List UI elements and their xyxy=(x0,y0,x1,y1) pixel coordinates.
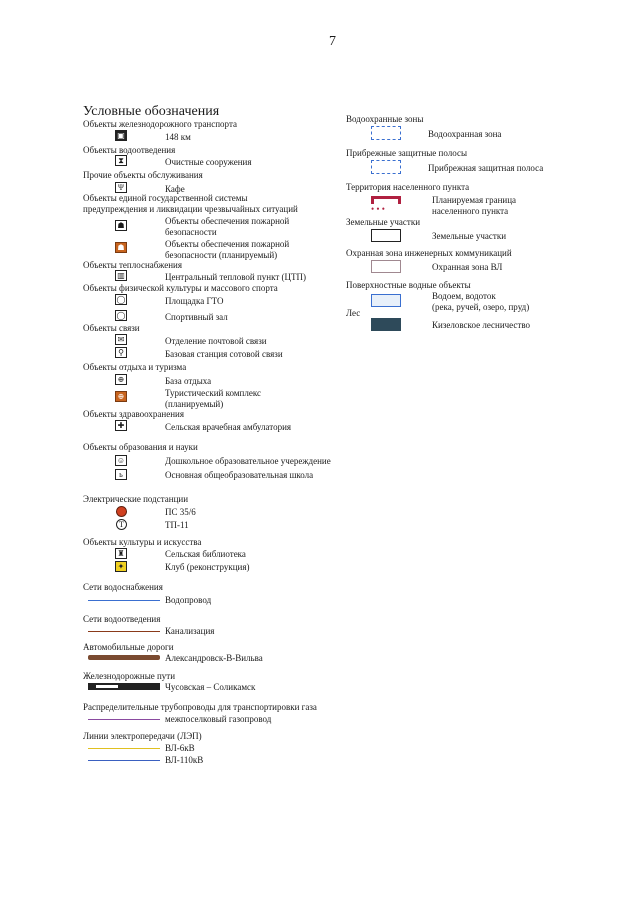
land-section: Земельные участки xyxy=(346,217,421,227)
substation-icon xyxy=(116,506,127,517)
settlement-item-1: Планируемая граница xyxy=(432,195,517,205)
treatment-plant-icon: ⧗ xyxy=(115,155,127,166)
eng-section: Охранная зона инженерных коммуникаций xyxy=(346,248,512,258)
road-section: Автомобильные дороги xyxy=(83,642,174,652)
service-item: Кафе xyxy=(165,184,185,194)
gas-section: Распределительные трубопроводы для транспортировки газа xyxy=(83,702,317,712)
sport-item-1: Площадка ГТО xyxy=(165,296,224,306)
fire-1a: Объекты обеспечения пожарной xyxy=(165,216,290,226)
road-line xyxy=(88,655,160,660)
gas-pipe-line xyxy=(88,719,160,720)
recreation-base-icon: ⊕ xyxy=(115,374,127,385)
fire-1b: безопасности xyxy=(165,227,217,237)
school-icon: ь xyxy=(115,469,127,480)
service-section: Прочие объекты обслуживания xyxy=(83,170,203,180)
sewer-section: Сети водоотведения xyxy=(83,614,161,624)
sewer-item: Канализация xyxy=(165,626,215,636)
coastal-swatch xyxy=(371,160,401,174)
water-pipe-line xyxy=(88,600,160,601)
water-out-item: Очистные сооружения xyxy=(165,157,252,167)
culture-section: Объекты культуры и искусства xyxy=(83,537,202,547)
surface-section: Поверхностные водные объекты xyxy=(346,280,471,290)
cafe-icon: Ψ xyxy=(115,182,127,193)
rail-section: Объекты железнодорожного транспорта xyxy=(83,119,237,129)
sport-item-2: Спортивный зал xyxy=(165,312,228,322)
power-section: Электрические подстанции xyxy=(83,494,189,504)
sport-section: Объекты физической культуры и массового спорта xyxy=(83,283,278,293)
railway-section: Железнодорожные пути xyxy=(83,671,176,681)
fire-safety-icon: ☗ xyxy=(115,220,127,231)
page-number: 7 xyxy=(329,34,336,49)
heat-point-icon: ▥ xyxy=(115,270,127,281)
kindergarten-icon: ☺ xyxy=(116,456,126,465)
water-zone-section: Водоохранные зоны xyxy=(346,114,424,124)
emergency-section-1: Объекты единой государственной системы xyxy=(83,193,248,203)
eng-item: Охранная зона ВЛ xyxy=(432,262,503,272)
edu-item-2: Основная общеобразовательная школа xyxy=(165,470,314,480)
coastal-section: Прибрежные защитные полосы xyxy=(346,148,468,158)
rest-item-2b: (планируемый) xyxy=(165,399,224,409)
railway-line-gap xyxy=(96,685,118,688)
club-icon: ✦ xyxy=(115,561,127,572)
heat-item: Центральный тепловой пункт (ЦТП) xyxy=(165,272,307,282)
tourist-complex-icon: ⊕ xyxy=(115,391,127,402)
transformer-icon: Т xyxy=(116,519,127,530)
edu-section: Объекты образования и науки xyxy=(83,442,198,452)
post-office-icon: ✉ xyxy=(115,334,127,345)
forest-item: Кизеловское лесничество xyxy=(432,320,531,330)
surface-item-2: (река, ручей, озеро, пруд) xyxy=(432,302,530,312)
coastal-item: Прибрежная защитная полоса xyxy=(428,163,544,173)
settlement-item-2: населенного пункта xyxy=(432,206,509,216)
gas-item: межпоселковый газопровод xyxy=(165,714,272,724)
comm-item-1: Отделение почтовой связи xyxy=(165,336,267,346)
power-item-2: ТП-11 xyxy=(165,520,189,530)
legend-title: Условные обозначения xyxy=(83,104,220,119)
fire-2b: безопасности (планируемый) xyxy=(165,250,278,260)
forest-swatch xyxy=(371,318,401,331)
rest-section: Объекты отдыха и туризма xyxy=(83,362,187,372)
emergency-section-2: предупреждения и ликвидации чрезвычайных ситуаций xyxy=(83,204,298,214)
rail-item: 148 км xyxy=(165,132,191,142)
heat-section: Объекты теплоснабжения xyxy=(83,260,182,270)
water-zone-swatch xyxy=(371,126,401,140)
rail-station-icon: ▣ xyxy=(115,130,127,141)
lep-item-1: ВЛ-6кВ xyxy=(165,743,195,753)
surface-swatch xyxy=(371,294,401,307)
lep6-line xyxy=(88,748,160,749)
rest-item-2a: Туристический комплекс xyxy=(165,388,261,398)
comm-section: Объекты связи xyxy=(83,323,140,333)
health-section: Объекты здравоохранения xyxy=(83,409,184,419)
lep-section: Линии электропередачи (ЛЭП) xyxy=(83,731,202,741)
forest-label: Лес xyxy=(346,308,361,318)
surface-item-1: Водоем, водоток xyxy=(432,291,496,301)
water-out-section: Объекты водоотведения xyxy=(83,145,176,155)
culture-item-2: Клуб (реконструкция) xyxy=(165,562,250,572)
fire-2a: Объекты обеспечения пожарной xyxy=(165,239,290,249)
rest-item-1: База отдыха xyxy=(165,376,212,386)
health-item: Сельская врачебная амбулатория xyxy=(165,422,292,432)
railway-item: Чусовская – Соликамск xyxy=(165,682,256,692)
settlement-border-swatch xyxy=(371,196,401,204)
library-icon: ♜ xyxy=(115,548,127,559)
edu-item-1: Дошкольное образовательное учереждение xyxy=(165,456,331,466)
eng-swatch xyxy=(371,260,401,273)
land-swatch xyxy=(371,229,401,242)
sewer-line xyxy=(88,631,160,632)
fire-safety-planned-icon: ☗ xyxy=(115,242,127,253)
gto-ground-icon: ◯ xyxy=(116,295,126,304)
sport-hall-icon: ◯ xyxy=(116,311,126,320)
comm-item-2: Базовая станция сотовой связи xyxy=(165,349,283,359)
settlement-section: Территория населенного пункта xyxy=(346,182,470,192)
power-item-1: ПС 35/6 xyxy=(165,507,196,517)
watersupply-section: Сети водоснабжения xyxy=(83,582,163,592)
clinic-icon: ✚ xyxy=(115,420,127,431)
road-item: Александровск-В-Вильва xyxy=(165,653,263,663)
culture-item-1: Сельская библиотека xyxy=(165,549,246,559)
land-item: Земельные участки xyxy=(432,231,507,241)
cell-tower-icon: ⚲ xyxy=(115,347,127,358)
lep110-line xyxy=(88,760,160,761)
water-zone-item: Водоохранная зона xyxy=(428,129,502,139)
watersupply-item: Водопровод xyxy=(165,595,212,605)
settlement-dots: • • • xyxy=(371,204,385,214)
lep-item-2: ВЛ-110кВ xyxy=(165,755,204,765)
